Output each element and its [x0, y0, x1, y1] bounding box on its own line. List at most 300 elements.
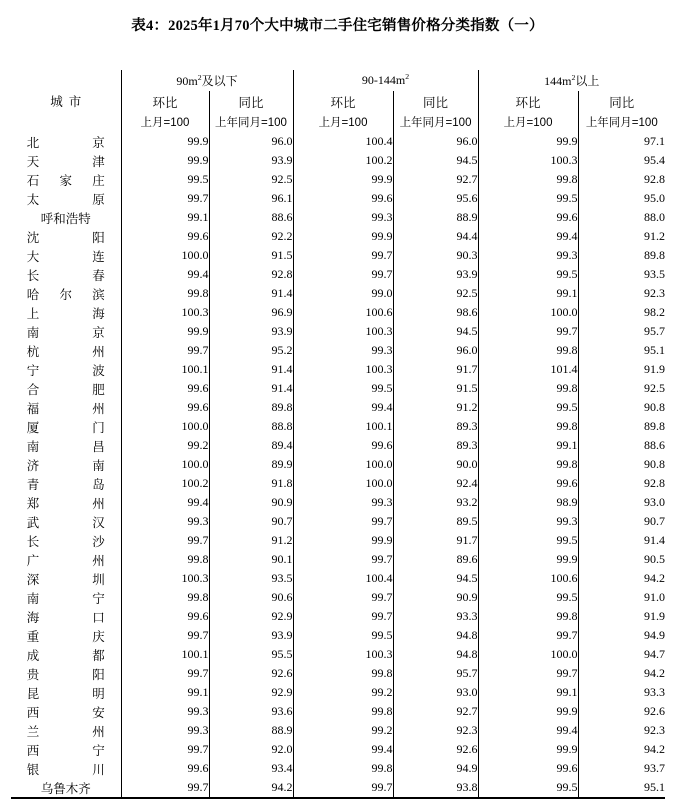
city-name-cell	[11, 227, 121, 246]
city-name: 大连	[26, 249, 105, 264]
city-name-cell	[11, 531, 121, 550]
city-name-cell	[11, 645, 121, 664]
index-value-cell: 90.9	[209, 493, 293, 512]
header-sub-1: 同比	[209, 91, 293, 112]
index-value-cell: 95.2	[209, 341, 293, 360]
index-value-cell: 99.8	[478, 607, 578, 626]
index-value-cell: 95.1	[578, 341, 665, 360]
index-value-cell: 99.9	[293, 531, 393, 550]
header-base-1: 上年同月=100	[209, 112, 293, 132]
index-value-cell: 88.6	[209, 208, 293, 227]
city-name: 南京	[26, 325, 105, 340]
table-row	[11, 702, 665, 721]
index-value-cell: 96.9	[209, 303, 293, 322]
index-value-cell: 99.2	[121, 436, 209, 455]
index-value-cell: 92.7	[393, 170, 478, 189]
index-value-cell: 100.3	[478, 151, 578, 170]
index-value-cell: 91.2	[578, 227, 665, 246]
index-value-cell: 95.0	[578, 189, 665, 208]
header-sub-0: 环比	[121, 91, 209, 112]
index-value-cell: 100.0	[478, 645, 578, 664]
table-head	[11, 70, 665, 132]
table-row	[11, 664, 665, 683]
header-base-2: 上月=100	[293, 112, 393, 132]
index-value-cell: 92.5	[209, 170, 293, 189]
index-value-cell: 91.8	[209, 474, 293, 493]
index-value-cell: 91.5	[393, 379, 478, 398]
index-value-cell: 99.7	[293, 588, 393, 607]
index-value-cell: 92.6	[209, 664, 293, 683]
city-name-cell	[11, 626, 121, 645]
index-value-cell: 91.2	[393, 398, 478, 417]
table-row	[11, 531, 665, 550]
index-value-cell: 93.9	[209, 151, 293, 170]
city-name: 沈阳	[26, 230, 105, 245]
index-value-cell: 99.6	[478, 759, 578, 778]
table-row	[11, 588, 665, 607]
city-name: 兰州	[26, 724, 105, 739]
index-value-cell: 99.8	[478, 455, 578, 474]
header-group-0-post: 及以下	[201, 74, 238, 88]
index-value-cell: 92.6	[578, 702, 665, 721]
index-value-cell: 89.5	[393, 512, 478, 531]
index-value-cell: 89.8	[578, 246, 665, 265]
city-name: 济南	[26, 458, 105, 473]
index-value-cell: 93.4	[209, 759, 293, 778]
index-value-cell: 99.6	[293, 189, 393, 208]
city-name: 哈尔滨	[26, 287, 105, 302]
header-base-0: 上月=100	[121, 112, 209, 132]
price-index-table	[11, 70, 665, 799]
index-value-cell: 99.5	[478, 398, 578, 417]
table-row	[11, 189, 665, 208]
index-value-cell: 99.8	[293, 664, 393, 683]
city-name: 南昌	[26, 439, 105, 454]
city-name-cell	[11, 322, 121, 341]
index-value-cell: 91.9	[578, 607, 665, 626]
index-value-cell: 95.6	[393, 189, 478, 208]
city-name: 海口	[26, 610, 105, 625]
table-row	[11, 208, 665, 227]
index-value-cell: 88.6	[578, 436, 665, 455]
index-value-cell: 92.4	[393, 474, 478, 493]
index-value-cell: 91.4	[209, 360, 293, 379]
city-name: 乌鲁木齐	[40, 781, 91, 796]
index-value-cell: 93.2	[393, 493, 478, 512]
index-value-cell: 100.3	[121, 303, 209, 322]
city-name-cell	[11, 550, 121, 569]
index-value-cell: 99.6	[121, 227, 209, 246]
index-value-cell: 99.6	[121, 607, 209, 626]
index-value-cell: 92.3	[393, 721, 478, 740]
index-value-cell: 99.1	[121, 683, 209, 702]
index-value-cell: 93.5	[209, 569, 293, 588]
index-value-cell: 100.0	[478, 303, 578, 322]
index-value-cell: 99.1	[478, 284, 578, 303]
index-value-cell: 92.6	[393, 740, 478, 759]
header-base-5: 上年同月=100	[578, 112, 665, 132]
index-value-cell: 92.8	[578, 170, 665, 189]
index-value-cell: 93.5	[578, 265, 665, 284]
index-value-cell: 92.3	[578, 284, 665, 303]
city-name: 福州	[26, 401, 105, 416]
index-value-cell: 99.7	[478, 322, 578, 341]
index-value-cell: 88.9	[209, 721, 293, 740]
index-value-cell: 100.0	[293, 474, 393, 493]
index-value-cell: 99.9	[478, 702, 578, 721]
index-value-cell: 99.1	[121, 208, 209, 227]
index-value-cell: 99.6	[121, 398, 209, 417]
index-value-cell: 100.3	[121, 569, 209, 588]
index-value-cell: 99.5	[478, 265, 578, 284]
header-row-group	[11, 70, 665, 91]
header-group-2-sup: 2	[571, 73, 576, 82]
index-value-cell: 99.2	[293, 683, 393, 702]
index-value-cell: 92.9	[209, 607, 293, 626]
index-value-cell: 99.7	[293, 512, 393, 531]
index-value-cell: 92.2	[209, 227, 293, 246]
index-value-cell: 99.4	[121, 493, 209, 512]
index-value-cell: 89.4	[209, 436, 293, 455]
index-value-cell: 99.7	[293, 246, 393, 265]
table-row	[11, 170, 665, 189]
index-value-cell: 99.8	[478, 170, 578, 189]
city-name-cell	[11, 132, 121, 151]
index-value-cell: 94.9	[578, 626, 665, 645]
index-value-cell: 90.7	[209, 512, 293, 531]
index-value-cell: 100.1	[121, 360, 209, 379]
city-name-cell	[11, 588, 121, 607]
table-row	[11, 417, 665, 436]
table-row	[11, 759, 665, 778]
index-value-cell: 94.2	[578, 569, 665, 588]
index-value-cell: 94.4	[393, 227, 478, 246]
index-value-cell: 88.0	[578, 208, 665, 227]
city-name-cell	[11, 740, 121, 759]
city-name-cell	[11, 759, 121, 778]
index-value-cell: 100.3	[293, 645, 393, 664]
city-name: 南宁	[26, 591, 105, 606]
table-row	[11, 778, 665, 798]
index-value-cell: 100.6	[293, 303, 393, 322]
header-group-1	[293, 70, 478, 91]
city-name-cell	[11, 721, 121, 740]
index-value-cell: 99.9	[478, 740, 578, 759]
index-value-cell: 94.2	[578, 740, 665, 759]
city-name-cell	[11, 284, 121, 303]
city-name-cell	[11, 474, 121, 493]
city-name-cell	[11, 151, 121, 170]
index-value-cell: 91.7	[393, 360, 478, 379]
index-value-cell: 98.9	[478, 493, 578, 512]
city-name-cell	[11, 303, 121, 322]
index-value-cell: 99.4	[478, 721, 578, 740]
index-value-cell: 92.5	[578, 379, 665, 398]
table-row	[11, 341, 665, 360]
index-value-cell: 99.2	[293, 721, 393, 740]
index-value-cell: 99.5	[478, 189, 578, 208]
table-row	[11, 322, 665, 341]
index-value-cell: 100.0	[293, 455, 393, 474]
index-value-cell: 93.7	[578, 759, 665, 778]
index-value-cell: 99.8	[478, 379, 578, 398]
index-value-cell: 99.8	[293, 759, 393, 778]
table-row	[11, 474, 665, 493]
index-value-cell: 99.9	[121, 132, 209, 151]
index-value-cell: 99.5	[478, 531, 578, 550]
index-value-cell: 90.8	[578, 455, 665, 474]
city-name: 西安	[26, 705, 105, 720]
index-value-cell: 99.9	[293, 170, 393, 189]
table-row	[11, 379, 665, 398]
index-value-cell: 92.0	[209, 740, 293, 759]
index-value-cell: 99.5	[293, 379, 393, 398]
index-value-cell: 94.8	[393, 645, 478, 664]
table-row	[11, 493, 665, 512]
index-value-cell: 95.7	[393, 664, 478, 683]
table-row	[11, 645, 665, 664]
header-group-0-pre: 90m	[176, 74, 198, 88]
index-value-cell: 99.8	[293, 702, 393, 721]
index-value-cell: 99.6	[121, 759, 209, 778]
city-name-cell	[11, 455, 121, 474]
index-value-cell: 94.2	[578, 664, 665, 683]
index-value-cell: 99.7	[121, 740, 209, 759]
index-value-cell: 99.8	[478, 417, 578, 436]
index-value-cell: 94.9	[393, 759, 478, 778]
index-value-cell: 99.3	[121, 702, 209, 721]
city-name: 成都	[26, 648, 105, 663]
table-row	[11, 227, 665, 246]
city-name: 天津	[26, 154, 105, 169]
index-value-cell: 93.3	[578, 683, 665, 702]
header-group-0-sup: 2	[197, 73, 202, 82]
index-value-cell: 94.8	[393, 626, 478, 645]
city-name: 北京	[26, 135, 105, 150]
index-value-cell: 99.5	[121, 170, 209, 189]
index-value-cell: 99.7	[121, 531, 209, 550]
index-value-cell: 99.3	[293, 208, 393, 227]
city-name: 长沙	[26, 534, 105, 549]
city-name: 宁波	[26, 363, 105, 378]
index-value-cell: 91.4	[209, 379, 293, 398]
header-group-0	[121, 70, 293, 91]
table-row	[11, 607, 665, 626]
table-row	[11, 284, 665, 303]
index-value-cell: 90.1	[209, 550, 293, 569]
index-value-cell: 99.7	[121, 341, 209, 360]
index-value-cell: 100.4	[293, 132, 393, 151]
index-value-cell: 93.9	[209, 626, 293, 645]
table-row	[11, 626, 665, 645]
city-name: 昆明	[26, 686, 105, 701]
index-value-cell: 90.8	[578, 398, 665, 417]
index-value-cell: 99.3	[293, 341, 393, 360]
index-value-cell: 96.0	[209, 132, 293, 151]
index-value-cell: 91.2	[209, 531, 293, 550]
city-name-cell	[11, 170, 121, 189]
city-name: 青岛	[26, 477, 105, 492]
city-name-cell	[11, 512, 121, 531]
index-value-cell: 93.3	[393, 607, 478, 626]
city-name: 杭州	[26, 344, 105, 359]
index-value-cell: 99.6	[478, 208, 578, 227]
index-value-cell: 93.9	[393, 265, 478, 284]
city-name: 长春	[26, 268, 105, 283]
index-value-cell: 100.6	[478, 569, 578, 588]
index-value-cell: 99.6	[121, 379, 209, 398]
index-value-cell: 96.1	[209, 189, 293, 208]
index-value-cell: 99.8	[121, 284, 209, 303]
index-value-cell: 100.0	[121, 246, 209, 265]
index-value-cell: 93.8	[393, 778, 478, 798]
index-value-cell: 90.7	[578, 512, 665, 531]
city-name: 银川	[26, 762, 105, 777]
index-value-cell: 94.5	[393, 322, 478, 341]
index-value-cell: 94.5	[393, 151, 478, 170]
index-value-cell: 93.9	[209, 322, 293, 341]
table-row	[11, 360, 665, 379]
index-value-cell: 90.6	[209, 588, 293, 607]
index-value-cell: 99.8	[121, 550, 209, 569]
table-row	[11, 569, 665, 588]
index-value-cell: 92.7	[393, 702, 478, 721]
index-value-cell: 89.8	[578, 417, 665, 436]
index-value-cell: 90.3	[393, 246, 478, 265]
index-value-cell: 99.8	[121, 588, 209, 607]
index-value-cell: 97.1	[578, 132, 665, 151]
city-name: 广州	[26, 553, 105, 568]
city-name-cell	[11, 417, 121, 436]
table-row	[11, 265, 665, 284]
index-value-cell: 100.3	[293, 360, 393, 379]
city-name: 西宁	[26, 743, 105, 758]
header-group-2-pre: 144m	[544, 74, 572, 88]
index-value-cell: 99.9	[293, 227, 393, 246]
city-name-cell	[11, 702, 121, 721]
table-row	[11, 721, 665, 740]
city-name-cell	[11, 778, 121, 798]
index-value-cell: 99.9	[478, 550, 578, 569]
index-value-cell: 92.5	[393, 284, 478, 303]
city-name-cell	[11, 398, 121, 417]
index-value-cell: 99.9	[478, 132, 578, 151]
index-value-cell: 94.5	[393, 569, 478, 588]
city-name: 贵阳	[26, 667, 105, 682]
index-value-cell: 92.8	[578, 474, 665, 493]
city-name-cell	[11, 683, 121, 702]
index-value-cell: 91.9	[578, 360, 665, 379]
index-value-cell: 95.5	[209, 645, 293, 664]
index-value-cell: 99.3	[121, 721, 209, 740]
index-value-cell: 99.7	[121, 664, 209, 683]
header-group-1-sup: 2	[405, 72, 410, 81]
city-name-cell	[11, 246, 121, 265]
price-index-table-wrap	[11, 70, 665, 799]
index-value-cell: 96.0	[393, 132, 478, 151]
index-value-cell: 89.3	[393, 417, 478, 436]
header-sub-5: 同比	[578, 91, 665, 112]
city-name-cell	[11, 341, 121, 360]
table-row	[11, 151, 665, 170]
table-row	[11, 740, 665, 759]
index-value-cell: 99.4	[478, 227, 578, 246]
index-value-cell: 99.4	[293, 398, 393, 417]
city-name-cell	[11, 379, 121, 398]
index-value-cell: 99.4	[121, 265, 209, 284]
index-value-cell: 99.7	[293, 265, 393, 284]
city-name: 郑州	[26, 496, 105, 511]
index-value-cell: 92.8	[209, 265, 293, 284]
table-body	[11, 132, 665, 798]
index-value-cell: 91.0	[578, 588, 665, 607]
city-name: 合肥	[26, 382, 105, 397]
index-value-cell: 94.2	[209, 778, 293, 798]
city-name: 上海	[26, 306, 105, 321]
index-value-cell: 99.9	[121, 151, 209, 170]
index-value-cell: 92.9	[209, 683, 293, 702]
index-value-cell: 89.8	[209, 398, 293, 417]
index-value-cell: 100.4	[293, 569, 393, 588]
city-name-cell	[11, 664, 121, 683]
index-value-cell: 96.0	[393, 341, 478, 360]
table-row	[11, 303, 665, 322]
city-name: 厦门	[26, 420, 105, 435]
index-value-cell: 90.9	[393, 588, 478, 607]
index-value-cell: 101.4	[478, 360, 578, 379]
index-value-cell: 93.0	[393, 683, 478, 702]
index-value-cell: 100.2	[293, 151, 393, 170]
index-value-cell: 99.1	[478, 683, 578, 702]
page-title: 表4：2025年1月70个大中城市二手住宅销售价格分类指数（一）	[131, 18, 544, 34]
city-name: 石家庄	[26, 173, 105, 188]
index-value-cell: 88.9	[393, 208, 478, 227]
index-value-cell: 99.7	[478, 626, 578, 645]
header-group-1-pre: 90-144m	[361, 73, 406, 87]
header-sub-2: 环比	[293, 91, 393, 112]
index-value-cell: 89.6	[393, 550, 478, 569]
index-value-cell: 95.7	[578, 322, 665, 341]
header-base-3: 上年同月=100	[393, 112, 478, 132]
index-value-cell: 99.6	[478, 474, 578, 493]
table-row	[11, 455, 665, 474]
header-base-4: 上月=100	[478, 112, 578, 132]
index-value-cell: 99.5	[478, 588, 578, 607]
city-name-cell	[11, 493, 121, 512]
index-value-cell: 89.3	[393, 436, 478, 455]
index-value-cell: 94.7	[578, 645, 665, 664]
city-name-cell	[11, 607, 121, 626]
table-row	[11, 550, 665, 569]
index-value-cell: 100.3	[293, 322, 393, 341]
index-value-cell: 99.7	[121, 626, 209, 645]
index-value-cell: 91.4	[578, 531, 665, 550]
city-name-cell	[11, 189, 121, 208]
index-value-cell: 90.0	[393, 455, 478, 474]
index-value-cell: 100.1	[121, 645, 209, 664]
header-city: 城市	[50, 95, 88, 109]
table-row	[11, 512, 665, 531]
header-group-2-post: 以上	[575, 74, 600, 88]
index-value-cell: 98.2	[578, 303, 665, 322]
index-value-cell: 99.7	[478, 664, 578, 683]
index-value-cell: 99.4	[293, 740, 393, 759]
index-value-cell: 100.1	[293, 417, 393, 436]
index-value-cell: 95.1	[578, 778, 665, 798]
index-value-cell: 99.8	[478, 341, 578, 360]
index-value-cell: 99.7	[293, 607, 393, 626]
city-name: 呼和浩特	[40, 211, 91, 226]
